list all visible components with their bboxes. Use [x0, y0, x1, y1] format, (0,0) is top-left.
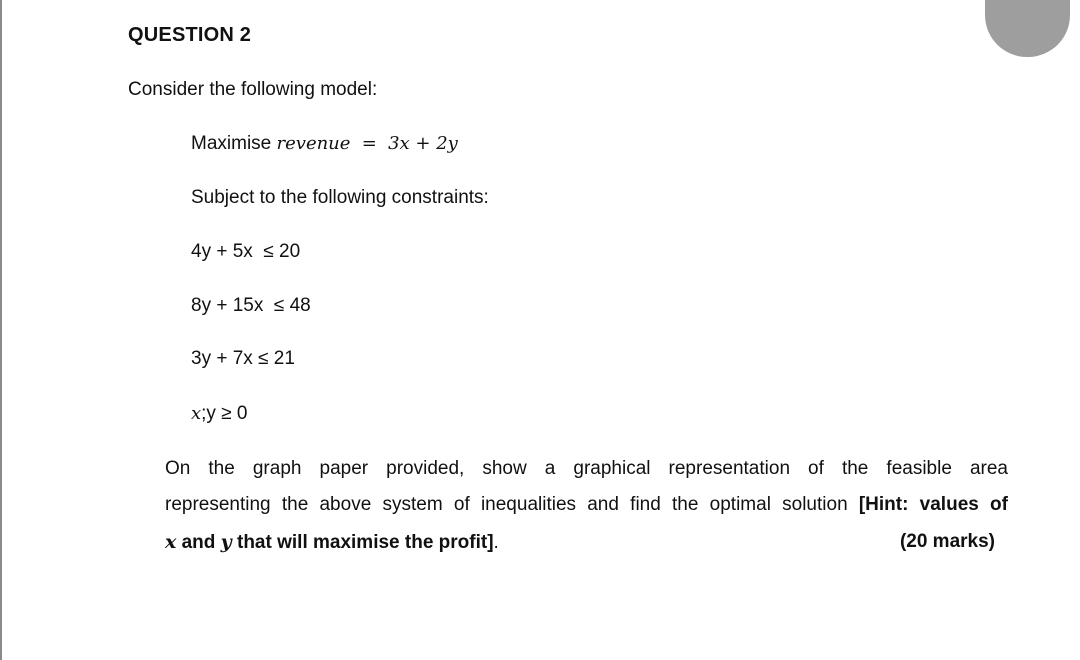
nonnegativity-constraint	[191, 403, 248, 425]
gray-tab-shape	[985, 0, 1070, 57]
question-title: QUESTION 2	[128, 24, 252, 46]
hint-end: that will maximise the profit]	[231, 532, 494, 553]
instruction-line-1: On the graph paper provided, show a graphical representation of the feasible area	[165, 458, 1008, 479]
page-left-border	[0, 0, 2, 660]
objective-variable: revenue	[276, 133, 351, 154]
variable-y: y	[220, 531, 232, 553]
subject-to-text: Subject to the following constraints:	[191, 187, 489, 208]
variable-x: x	[165, 531, 177, 553]
instruction-line-3	[165, 531, 995, 554]
constraint-2: 8y + 15x ≤ 48	[191, 295, 311, 316]
objective-function	[191, 133, 458, 155]
objective-label: Maximise	[191, 133, 272, 154]
constraint-3: 3y + 7x ≤ 21	[191, 348, 295, 369]
instruction-line-2	[165, 494, 1008, 516]
intro-text: Consider the following model:	[128, 79, 378, 100]
instruction-line-3-text	[165, 531, 499, 554]
instruction-line-2-text: representing the above system of inequalities and find the optimal solution	[165, 494, 859, 515]
objective-expression: 3x + 2y	[388, 133, 458, 154]
constraint-1: 4y + 5x ≤ 20	[191, 241, 301, 262]
hint-start: [Hint: values of	[858, 494, 1008, 515]
nonnegativity-rest: ;y ≥ 0	[201, 403, 248, 424]
variable-x: x	[191, 403, 202, 424]
period: .	[493, 532, 499, 553]
marks-label: (20 marks)	[899, 531, 995, 552]
objective-equals: =	[361, 133, 377, 154]
and-text: and	[176, 532, 221, 553]
